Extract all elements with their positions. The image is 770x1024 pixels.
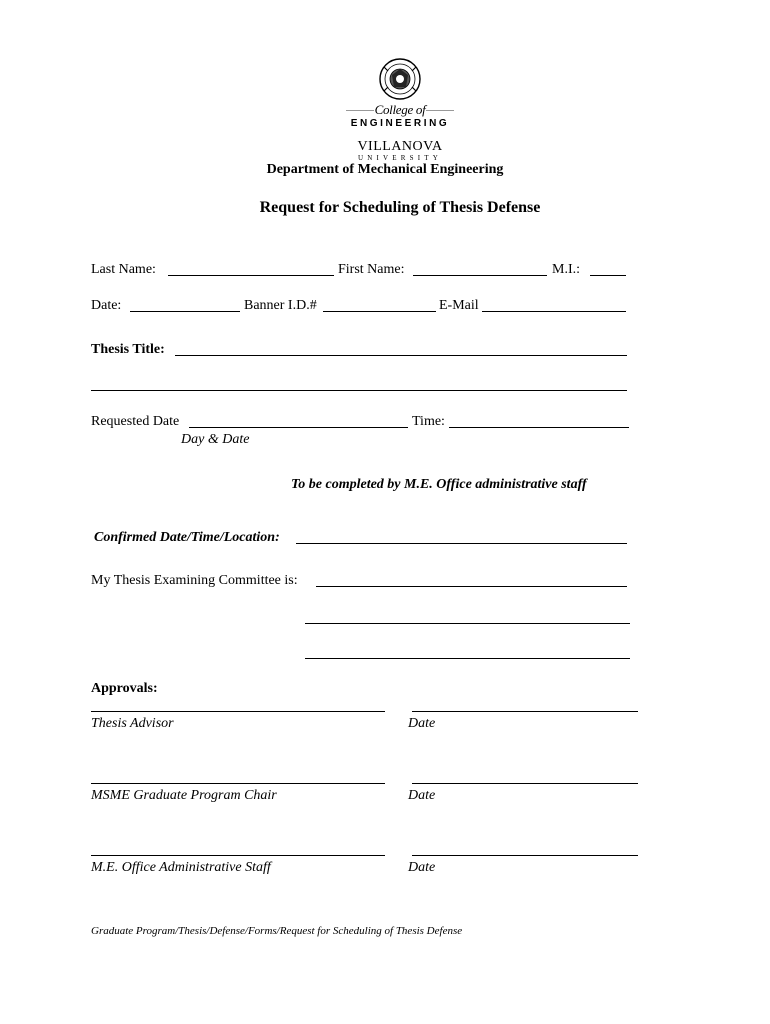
last-name-label: Last Name: [91,262,156,277]
villanova-text: VILLANOVA [357,139,443,154]
office-staff-signature-field[interactable] [91,855,385,856]
mi-label: M.I.: [552,262,580,277]
first-name-label: First Name: [338,262,405,277]
committee-label: My Thesis Examining Committee is: [91,573,298,588]
thesis-title-label: Thesis Title: [91,342,165,357]
first-name-field[interactable] [413,275,547,276]
email-label: E-Mail [439,298,479,313]
office-staff-label: M.E. Office Administrative Staff [91,860,271,875]
thesis-advisor-date-field[interactable] [412,711,638,712]
time-field[interactable] [449,427,629,428]
date-field[interactable] [130,311,240,312]
email-field[interactable] [482,311,626,312]
thesis-title-field[interactable] [175,355,627,356]
college-logo [340,55,460,165]
villanova-seal-icon [378,57,422,101]
program-chair-signature-field[interactable] [91,783,385,784]
committee-member-field-2[interactable] [305,623,630,624]
program-chair-date-label: Date [408,788,436,803]
office-staff-date-field[interactable] [412,855,638,856]
thesis-advisor-label: Thesis Advisor [91,716,174,731]
approvals-heading: Approvals: [91,681,158,696]
department-name: Department of Mechanical Engineering [266,162,504,177]
engineering-text: ENGINEERING [350,118,450,129]
thesis-advisor-signature-field[interactable] [91,711,385,712]
thesis-title-field-line-2[interactable] [91,390,627,391]
committee-member-field-1[interactable] [316,586,627,587]
committee-member-field-3[interactable] [305,658,630,659]
footer-path: Graduate Program/Thesis/Defense/Forms/Request for Scheduling of Thesis Defense [91,925,463,937]
office-staff-date-label: Date [408,860,436,875]
form-title: Request for Scheduling of Thesis Defense [259,199,541,216]
thesis-advisor-date-label: Date [408,716,436,731]
mi-field[interactable] [590,275,626,276]
program-chair-label: MSME Graduate Program Chair [91,788,277,803]
college-of-text: College of [374,102,426,117]
last-name-field[interactable] [168,275,334,276]
requested-date-field[interactable] [189,427,408,428]
confirmed-field[interactable] [296,543,627,544]
banner-id-label: Banner I.D.# [244,298,317,313]
banner-id-field[interactable] [323,311,436,312]
day-date-hint: Day & Date [181,432,250,447]
office-note: To be completed by M.E. Office administrative staff [291,477,587,492]
confirmed-label: Confirmed Date/Time/Location: [94,530,280,545]
program-chair-date-field[interactable] [412,783,638,784]
time-label: Time: [412,414,445,429]
requested-date-label: Requested Date [91,414,180,429]
university-text: UNIVERSITY [358,154,442,162]
date-label: Date: [91,298,122,313]
